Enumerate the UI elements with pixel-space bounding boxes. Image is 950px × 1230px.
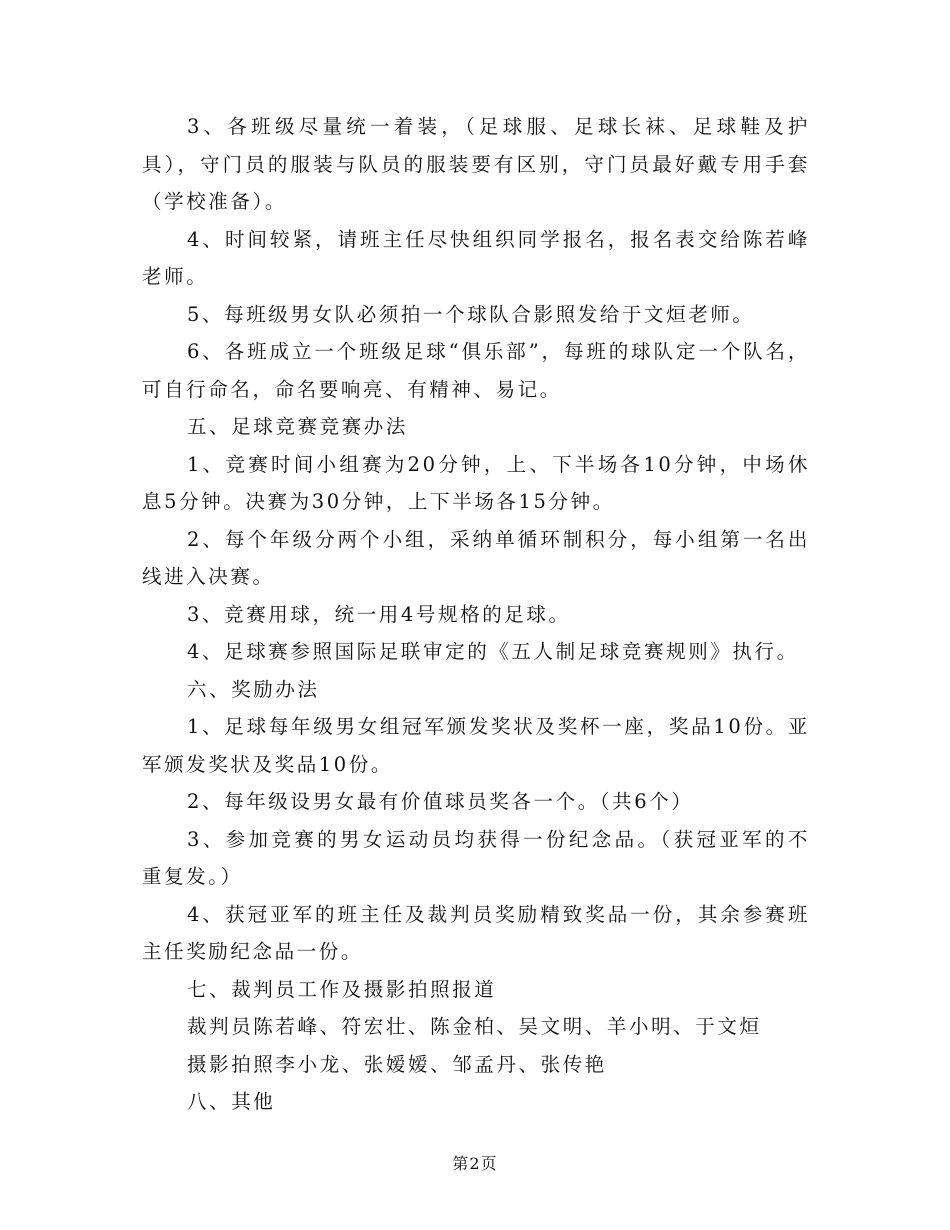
paragraph-groups: 2、每个年级分两个小组，采纳单循环制积分，每小组第一名出线进入决赛。 bbox=[142, 527, 810, 588]
page-number: 第2页 bbox=[452, 1154, 498, 1173]
section-heading-awards: 六、奖励办法 bbox=[187, 677, 320, 701]
photographer-list: 摄影拍照李小龙、张嫒嫒、邹孟丹、张传艳 bbox=[187, 1052, 607, 1076]
paragraph-mvp: 2、每年级设男女最有价值球员奖各一个。（共6个） bbox=[187, 790, 694, 813]
paragraph-dress-code: 3、各班级尽量统一着装，（足球服、足球长袜、足球鞋及护具），守门员的服装与队员的服装要有区别，守门员最好戴专用手套（学校准备）。 bbox=[142, 115, 810, 213]
paragraph-teacher-awards: 4、获冠亚军的班主任及裁判员奖励精致奖品一份，其余参赛班主任奖励纪念品一份。 bbox=[142, 902, 810, 963]
paragraph-match-time: 1、竞赛时间小组赛为20分钟，上、下半场各10分钟，中场休息5分钟。决赛为30分钟，上下半场各15分钟。 bbox=[142, 452, 810, 513]
section-heading-competition-rules: 五、足球竞赛竞赛办法 bbox=[187, 415, 409, 438]
referee-list: 裁判员陈若峰、符宏壮、陈金柏、吴文明、羊小明、于文烜 bbox=[187, 1015, 762, 1038]
paragraph-registration: 4、时间较紧，请班主任尽快组织同学报名，报名表交给陈若峰老师。 bbox=[142, 227, 810, 288]
paragraph-team-photo: 5、每班级男女队必须拍一个球队合影照发给于文烜老师。 bbox=[187, 302, 755, 326]
paragraph-club-name: 6、各班成立一个班级足球“俱乐部”，每班的球队定一个队名，可自行命名，命名要响亮、有精神、易记。 bbox=[142, 340, 810, 401]
paragraph-ball: 3、竞赛用球，统一用4号规格的足球。 bbox=[187, 602, 571, 626]
paragraph-champion-awards: 1、足球每年级男女组冠军颁发奖状及奖杯一座，奖品10份。亚军颁发奖状及奖品10份。 bbox=[142, 715, 810, 776]
section-heading-referees-photography: 七、裁判员工作及摄影拍照报道 bbox=[187, 977, 497, 1001]
paragraph-souvenir: 3、参加竞赛的男女运动员均获得一份纪念品。（获冠亚军的不重复发。） bbox=[142, 827, 810, 888]
section-heading-other: 八、其他 bbox=[187, 1090, 276, 1113]
paragraph-rules-reference: 4、足球赛参照国际足联审定的《五人制足球竞赛规则》执行。 bbox=[187, 640, 799, 663]
document-body bbox=[142, 108, 810, 1121]
